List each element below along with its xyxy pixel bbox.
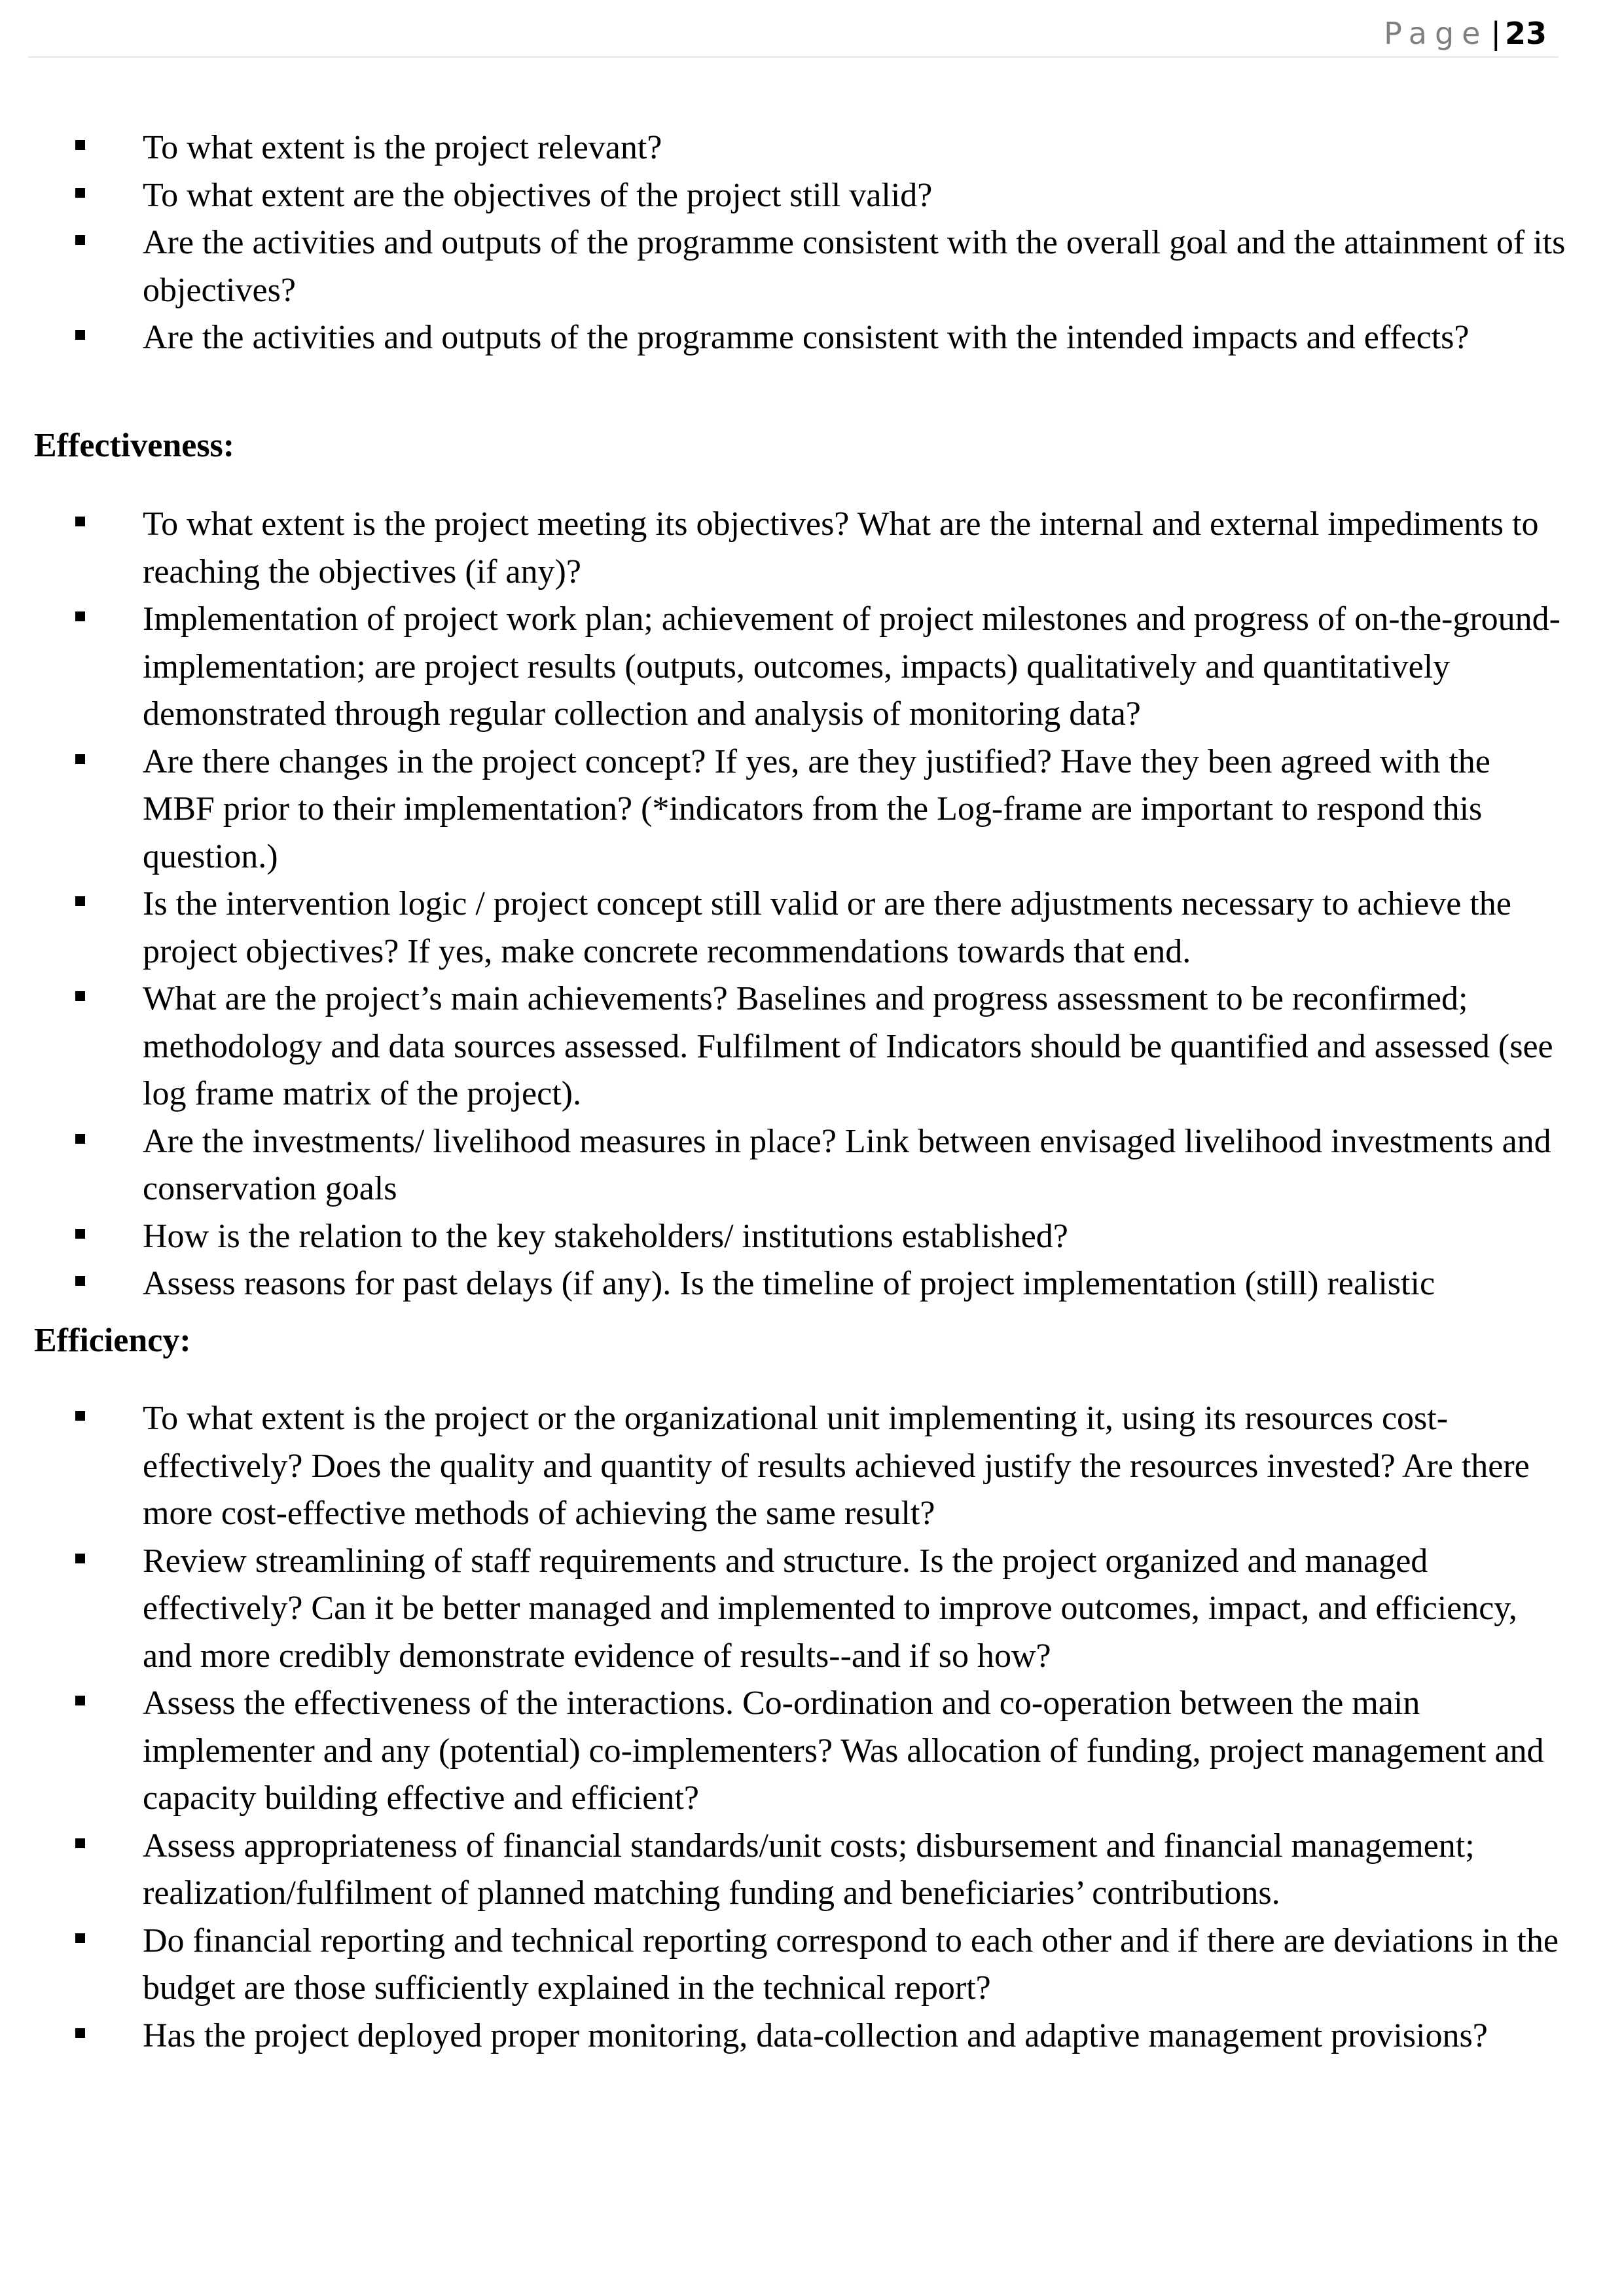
square-bullet-icon [75, 517, 85, 526]
list-item-text: What are the project’s main achievements? Baselines and progress assessment to be reconfirmed; methodology and data sources assessed. Fulfilment of Indicators should be quantified and assessed (see log frame matrix of the project). [143, 980, 1553, 1112]
list-item [143, 1823, 1566, 1918]
list-item-text: To what extent are the objectives of the project still valid? [143, 176, 933, 214]
square-bullet-icon [75, 1554, 85, 1563]
relevance-question-list [34, 124, 1566, 362]
square-bullet-icon [75, 1411, 85, 1421]
square-bullet-icon [75, 2028, 85, 2038]
square-bullet-icon [75, 991, 85, 1001]
list-item-text: Implementation of project work plan; achievement of project milestones and progress of on-the-ground-implementation; are project results (outputs, outcomes, impacts) qualitatively and quantitatively demonstrated through regular collection and analysis of monitoring data? [143, 600, 1561, 733]
square-bullet-icon [75, 1134, 85, 1144]
square-bullet-icon [75, 1229, 85, 1239]
list-item-text: To what extent is the project relevant? [143, 129, 662, 166]
square-bullet-icon [75, 1276, 85, 1286]
square-bullet-icon [75, 235, 85, 245]
efficiency-question-list [34, 1395, 1566, 2060]
section-heading-effectiveness: Effectiveness: [34, 426, 235, 464]
list-item-text: Is the intervention logic / project concept still valid or are there adjustments necessary to achieve the project objectives? If yes, make concrete recommendations towards that end. [143, 885, 1511, 970]
page-number: 23 [1504, 16, 1547, 51]
page-header [28, 10, 1559, 58]
list-item-text: Are the activities and outputs of the programme consistent with the overall goal and the attainment of its objectives? [143, 224, 1566, 309]
page-separator: | [1490, 16, 1501, 51]
square-bullet-icon [75, 896, 85, 906]
list-item-text: Do financial reporting and technical reporting correspond to each other and if there are deviations in the budget are those sufficiently explained in the technical report? [143, 1922, 1559, 2007]
square-bullet-icon [75, 140, 85, 150]
list-item [143, 1538, 1566, 1681]
list-item-text: How is the relation to the key stakeholders/ institutions established? [143, 1217, 1068, 1255]
list-item [143, 219, 1566, 314]
square-bullet-icon [75, 754, 85, 764]
list-item [143, 172, 1566, 220]
list-item [143, 501, 1566, 596]
list-item [143, 881, 1566, 975]
square-bullet-icon [75, 1696, 85, 1705]
list-item-text: Are the activities and outputs of the programme consistent with the intended impacts and effects? [143, 319, 1470, 356]
list-item [143, 124, 1566, 172]
square-bullet-icon [75, 1933, 85, 1943]
list-item [143, 596, 1566, 738]
list-item [143, 2013, 1566, 2060]
list-item [143, 1260, 1566, 1308]
square-bullet-icon [75, 1838, 85, 1848]
list-item-text: To what extent is the project or the organizational unit implementing it, using its resources cost-effectively? Does the quality and quantity of results achieved justify the resources invested? Are there more cost-effective methods of achieving the same result? [143, 1400, 1530, 1532]
list-item [143, 1118, 1566, 1213]
list-item-text: Has the project deployed proper monitoring, data-collection and adaptive management provisions? [143, 2016, 1488, 2054]
list-item [143, 738, 1566, 881]
list-item [143, 1680, 1566, 1823]
document-body [34, 124, 1566, 2060]
effectiveness-question-list [34, 501, 1566, 1308]
list-item-text: Are the investments/ livelihood measures in place? Link between envisaged livelihood investments and conservation goals [143, 1122, 1551, 1207]
list-item-text: Review streamlining of staff requirements and structure. Is the project organized and managed effectively? Can it be better managed and implemented to improve outcomes, impact, and efficiency, and more credibly demonstrate evidence of results--and if so how? [143, 1542, 1517, 1675]
list-item-text: Assess appropriateness of financial standards/unit costs; disbursement and financial management; realization/fulfilment of planned matching funding and beneficiaries’ contributions. [143, 1827, 1475, 1912]
page-number-label [1384, 16, 1547, 51]
square-bullet-icon [75, 611, 85, 621]
list-item-text: Assess the effectiveness of the interactions. Co-ordination and co-operation between the main implementer and any (potential) co-implementers? Was allocation of funding, project management and capacity building effective and efficient? [143, 1685, 1544, 1817]
list-item-text: To what extent is the project meeting its objectives? What are the internal and external impediments to reaching the objectives (if any)? [143, 505, 1539, 591]
section-heading-efficiency: Efficiency: [34, 1321, 191, 1359]
list-item [143, 975, 1566, 1118]
page-word: Page [1384, 16, 1489, 51]
square-bullet-icon [75, 330, 85, 340]
list-item [143, 1395, 1566, 1538]
square-bullet-icon [75, 188, 85, 198]
list-item-text: Are there changes in the project concept? If yes, are they justified? Have they been agreed with the MBF prior to their implementation? (*indicators from the Log-frame are important to respond this question.) [143, 742, 1490, 875]
list-item [143, 1918, 1566, 2013]
list-item-text: Assess reasons for past delays (if any). Is the timeline of project implementation (still) realistic [143, 1265, 1435, 1302]
list-item [143, 1213, 1566, 1261]
list-item [143, 314, 1566, 362]
